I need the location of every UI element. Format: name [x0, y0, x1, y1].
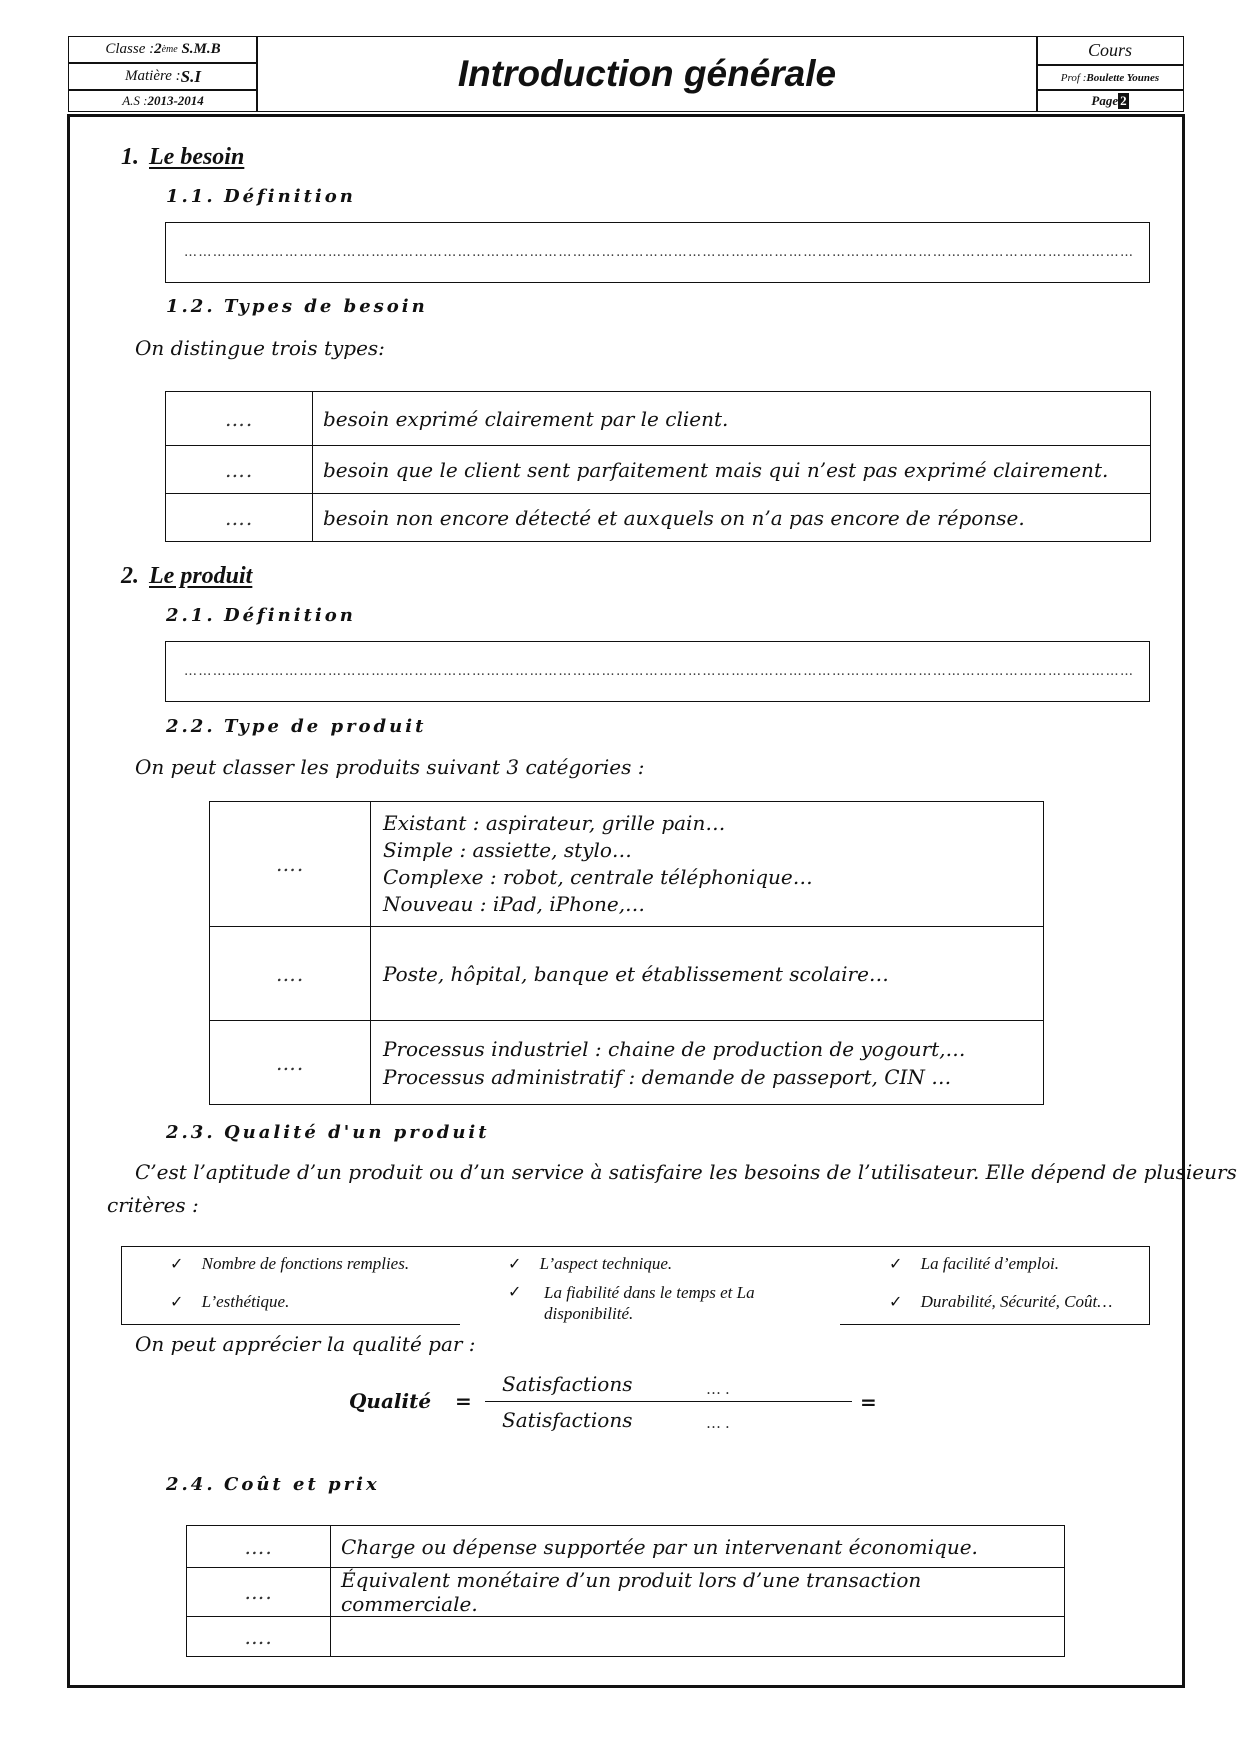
besoin-type-blank[interactable]: …. — [166, 446, 313, 494]
check-icon: ✓ — [889, 1254, 903, 1273]
types-besoin-table — [165, 391, 1151, 542]
page-number-cell — [1036, 90, 1184, 112]
besoin-type-blank[interactable]: …. — [166, 494, 313, 542]
critere-text: Nombre de fonctions remplies. — [201, 1254, 410, 1273]
as-label: A.S : — [122, 93, 148, 108]
subsection-2-2-heading — [166, 716, 426, 737]
matiere-value: S.I — [180, 66, 201, 86]
critere-item — [508, 1254, 672, 1274]
check-icon: ✓ — [508, 1282, 522, 1301]
besoin-type-description: besoin non encore détecté et auxquels on n’a pas encore de réponse. — [313, 494, 1151, 542]
subsection-2-4-title: Coût et prix — [224, 1474, 380, 1495]
cout-prix-table — [186, 1525, 1065, 1657]
subsection-2-4-number: 2.4. — [166, 1474, 216, 1495]
section-1-number: 1. — [121, 144, 139, 170]
categorie-example-line: Processus administratif : demande de passeport, CIN … — [383, 1064, 952, 1089]
formula-denominator: Satisfactions — [502, 1408, 633, 1432]
formula-label: Qualité — [349, 1389, 432, 1413]
critere-text: L’esthétique. — [201, 1292, 290, 1311]
critere-item — [889, 1254, 1059, 1274]
besoin-type-description: besoin exprimé clairement par le client. — [313, 392, 1151, 446]
types-besoin-intro: On distingue trois types: — [135, 336, 385, 360]
annee-scolaire-cell — [68, 90, 258, 112]
critere-text: L’aspect technique. — [539, 1254, 673, 1273]
cout-prix-definition: Équivalent monétaire d’un produit lors d’une transaction commerciale. — [331, 1568, 1065, 1617]
page-label: Page — [1091, 93, 1119, 108]
categorie-examples — [371, 802, 1044, 927]
table-row — [166, 446, 1151, 494]
criteres-bottom-rule — [121, 1324, 460, 1325]
check-icon: ✓ — [170, 1292, 184, 1311]
document-type-cell — [1036, 36, 1184, 65]
critere-text: Durabilité, Sécurité, Coût… — [920, 1292, 1113, 1311]
cout-prix-blank[interactable]: …. — [187, 1568, 331, 1617]
categorie-blank[interactable]: …. — [210, 802, 371, 927]
check-icon: ✓ — [170, 1254, 184, 1273]
prof-value: Boulette Younes — [1086, 71, 1160, 84]
table-row — [210, 1021, 1044, 1105]
formula-equals: = — [455, 1389, 472, 1413]
definition-besoin-box[interactable] — [165, 222, 1150, 283]
table-row — [166, 392, 1151, 446]
critere-item — [508, 1282, 808, 1324]
classe-num: 2 — [154, 41, 162, 57]
subsection-1-1-number: 1.1. — [166, 186, 216, 207]
subsection-2-2-number: 2.2. — [166, 716, 216, 737]
subsection-2-3-heading — [166, 1122, 490, 1143]
categorie-example-line: Simple : assiette, stylo… — [383, 838, 632, 862]
critere-text: La fiabilité dans le temps et La disponibilité. — [544, 1283, 755, 1323]
qualite-text-line-1: C’est l’aptitude d’un produit ou d’un service à satisfaire les besoins de l’utilisateur. Elle dépend de plusieurs — [135, 1160, 1237, 1184]
prof-cell — [1036, 65, 1184, 90]
formula-numerator: Satisfactions — [502, 1372, 633, 1396]
subsection-2-1-title: Définition — [224, 605, 356, 626]
definition-produit-box[interactable] — [165, 641, 1150, 702]
section-1-title: Le besoin — [149, 144, 245, 170]
subsection-1-2-heading — [166, 296, 428, 317]
subsection-2-4-heading — [166, 1474, 380, 1495]
categorie-example-line: Complexe : robot, centrale téléphonique… — [383, 865, 813, 889]
cout-prix-blank[interactable]: …. — [187, 1526, 331, 1568]
categorie-example-line: Poste, hôpital, banque et établissement scolaire… — [383, 961, 889, 986]
besoin-type-blank[interactable]: …. — [166, 392, 313, 446]
matiere-cell — [68, 63, 258, 90]
definition-besoin-blank: ……………………………………………………………………………………………………………………………………………………………………………… — [184, 245, 1134, 260]
section-2-title: Le produit — [149, 563, 253, 589]
check-icon: ✓ — [508, 1254, 522, 1273]
formula-result-equals: = — [860, 1390, 877, 1414]
cout-prix-definition[interactable] — [331, 1617, 1065, 1657]
subsection-1-2-number: 1.2. — [166, 296, 216, 317]
subsection-2-3-title: Qualité d'un produit — [224, 1122, 490, 1143]
table-row — [187, 1526, 1065, 1568]
table-row — [187, 1617, 1065, 1657]
categorie-blank[interactable]: …. — [210, 927, 371, 1021]
as-value: 2013-2014 — [147, 93, 204, 108]
formula-numerator-blank[interactable]: …. — [706, 1380, 734, 1398]
subsection-2-2-title: Type de produit — [224, 716, 427, 737]
categorie-examples — [371, 1021, 1044, 1105]
subsection-1-1-heading — [166, 186, 356, 207]
besoin-type-description: besoin que le client sent parfaitement mais qui n’est pas exprimé clairement. — [313, 446, 1151, 494]
classe-cell — [68, 36, 258, 63]
categorie-blank[interactable]: …. — [210, 1021, 371, 1105]
categorie-example-line: Existant : aspirateur, grille pain… — [383, 811, 726, 835]
critere-item — [889, 1292, 1112, 1312]
critere-item — [170, 1254, 409, 1274]
matiere-label: Matière : — [125, 68, 181, 84]
categories-produit-table — [209, 801, 1044, 1105]
criteres-bottom-rule — [840, 1324, 1150, 1325]
fraction-bar — [485, 1401, 852, 1402]
cout-prix-definition: Charge ou dépense supportée par un intervenant économique. — [331, 1526, 1065, 1568]
check-icon: ✓ — [889, 1292, 903, 1311]
table-row — [210, 927, 1044, 1021]
table-row — [187, 1568, 1065, 1617]
subsection-2-1-heading — [166, 605, 356, 626]
critere-item — [170, 1292, 289, 1312]
subsection-2-1-number: 2.1. — [166, 605, 216, 626]
subsection-2-3-number: 2.3. — [166, 1122, 216, 1143]
cout-prix-blank[interactable]: …. — [187, 1617, 331, 1657]
section-1-heading — [121, 144, 244, 171]
page-title-text: Introduction générale — [457, 53, 837, 94]
categorie-example-line: Processus industriel : chaine de production de yogourt,… — [383, 1036, 966, 1061]
subsection-1-2-title: Types de besoin — [224, 296, 428, 317]
definition-produit-blank: ……………………………………………………………………………………………………………………………………………………………………………… — [184, 664, 1134, 679]
table-row — [210, 802, 1044, 927]
classe-sup: ème — [161, 44, 178, 55]
classe-label: Classe : — [105, 41, 155, 57]
categorie-example-line: Nouveau : iPad, iPhone,… — [383, 892, 646, 916]
classe-value: S.M.B — [181, 41, 221, 57]
prof-label: Prof : — [1060, 71, 1087, 84]
table-row — [166, 494, 1151, 542]
categorie-examples — [371, 927, 1044, 1021]
page-title — [256, 36, 1038, 112]
formula-denominator-blank[interactable]: …. — [706, 1414, 734, 1432]
subsection-1-1-title: Définition — [224, 186, 356, 207]
qualite-text-line-2: critères : — [107, 1193, 199, 1217]
section-2-number: 2. — [121, 563, 139, 589]
critere-text: La facilité d’emploi. — [920, 1254, 1059, 1273]
appreciation-intro: On peut apprécier la qualité par : — [135, 1332, 476, 1356]
type-produit-intro: On peut classer les produits suivant 3 catégories : — [135, 755, 645, 779]
section-2-heading — [121, 563, 252, 590]
page-number: 2 — [1120, 93, 1127, 108]
document-type: Cours — [1087, 40, 1132, 60]
